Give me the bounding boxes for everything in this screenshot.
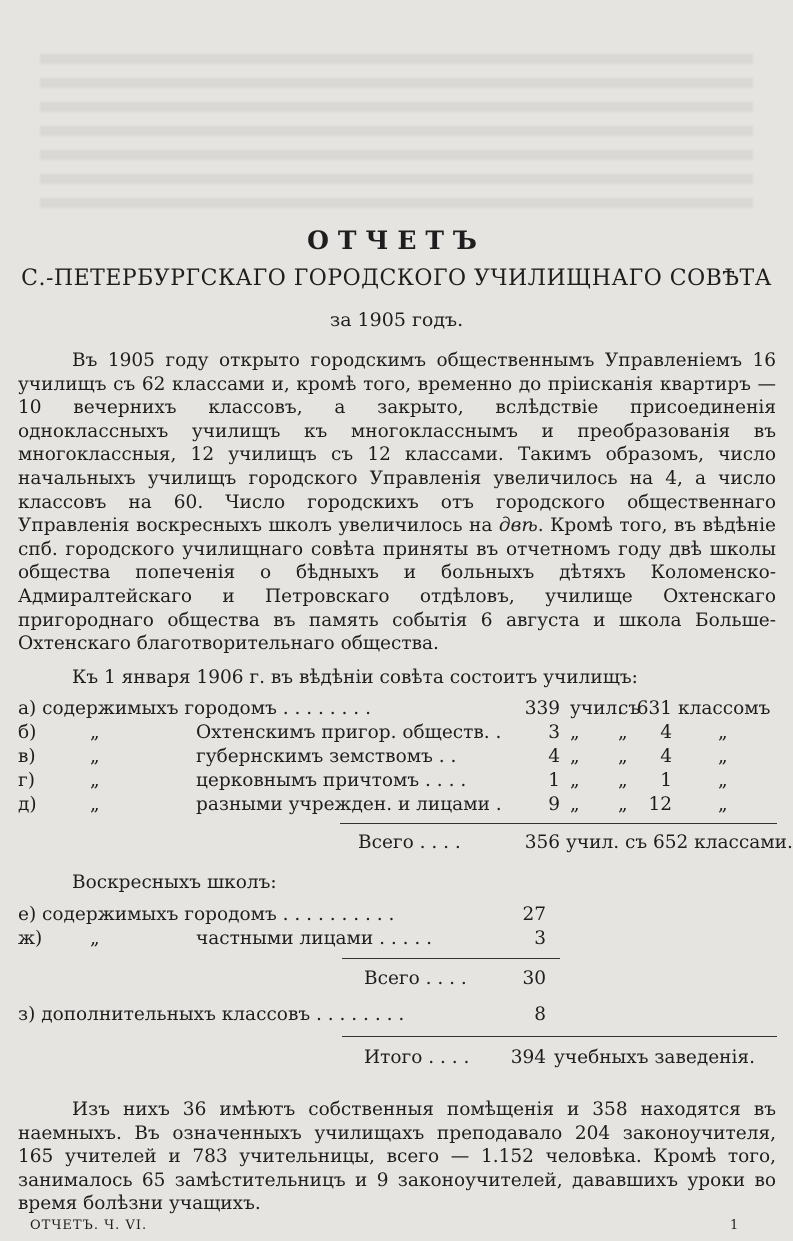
school-row-classes-unit: „ (718, 770, 728, 791)
school-row-desc: церковнымъ причтомъ . . . . (196, 770, 467, 791)
school-row-count: 3 (548, 722, 560, 743)
school-row-classes-unit: „ (718, 746, 728, 767)
school-row-classes: 4 (660, 746, 672, 767)
sunday-total-count: 30 (522, 968, 546, 989)
school-row-classes-unit: классомъ (678, 698, 771, 719)
page-number: 1 (730, 1218, 740, 1233)
school-row-unit-s: „ (618, 770, 628, 791)
document-page: ОТЧЕТЪ С.-ПЕТЕРБУРГСКАГО ГОРОДСКОГО УЧИЛИЩНАГО СОВѢТА за 1905 годъ. Въ 1905 году открыто городскимъ общественнымъ Управленіемъ 16 училищъ съ 62 классами и, кромѣ того, временно до пріисканія квартиръ — 10 вечернихъ классовъ, а закрыто, вслѣдствіе присоединенія одноклассныхъ училищъ къ многокласснымъ и преобразованія въ многоклассныя, 12 училищъ съ 12 классами. Такимъ образомъ, число начальныхъ училищъ городского Управленія увеличилось на 4, а число классовъ на 60. Число городскихъ отъ городского общественнаго Управленія воскресныхъ школъ увеличилось на двѣ. Кромѣ того, въ вѣдѣніе спб. городского училищнаго совѣта приняты въ отчетномъ году двѣ школы общества попеченія о бѣдныхъ и больныхъ дѣтяхъ Коломенско-Адмиралтейскаго и Петровскаго отдѣловъ, училище Охтенскаго пригороднаго общества въ память событія 6 августа и школа Больше-Охтенскаго благотворительнаго общества. Къ 1 января 1906 г. въ вѣдѣніи совѣта состоитъ училищъ: а) содержимыхъ городомъ . . . . . . . . 339 учил. съ 631 классомъ б) „ Охтенскимъ пригор. обществ. . 3 „ „ 4 „ в) „ губернскимъ земствомъ . . 4 „ „ 4 „ г) „ церковнымъ причтомъ . . . . 1 „ „ 1 „ д) „ разными учрежден. и лицами . 9 „ „ 12 „ Всего . . . . 356 учил. съ 652 классами. Воскресныхъ школъ: е) содержимыхъ городомъ . . . . . . . . . . 27 ж) „ частными лицами . . . . . 3 Всего . . . . 30 з) дополнительныхъ классовъ . . . . . . . . 8 Итого . . . . 394 учебныхъ заведенія. Изъ нихъ 36 имѣютъ собственныя помѣщенія и 358 находятся въ наемныхъ. Въ означенныхъ училищахъ преподавало 204 законоучителя, 165 учителей и 783 учительницы, всего — 1.152 человѣка. Кромѣ того, занималось 65 замѣстительницъ и 9 законоучителей, дававшихъ уроки во время болѣзни учащихъ. ОТЧЕТЪ. Ч. VI. 1 (0, 0, 793, 1241)
school-row-desc: губернскимъ земствомъ . . (196, 746, 457, 767)
sunday-row-desc: частными лицами . . . . . (196, 928, 433, 949)
sunday-row-count: 3 (534, 928, 546, 949)
grand-total-count: 394 (510, 1047, 546, 1068)
sunday-row-label: ж) (18, 928, 43, 949)
extra-row-count: 8 (534, 1004, 546, 1025)
school-row-unit-u: „ (570, 722, 580, 743)
school-row-unit-u: „ (570, 794, 580, 815)
school-row-unit-s: „ (618, 746, 628, 767)
school-row-label: в) (18, 746, 36, 767)
total-rule (340, 823, 777, 824)
school-row-ditto: „ (90, 794, 100, 815)
grand-total-text: учебныхъ заведенія. (554, 1047, 755, 1068)
grand-total-label: Итого . . . . (364, 1047, 470, 1068)
school-row-classes-unit: „ (718, 722, 728, 743)
school-row-label: б) (18, 722, 37, 743)
schools-total-label: Всего . . . . (358, 832, 461, 853)
school-row-label: д) (18, 794, 37, 815)
school-row-unit-u: учил. (570, 698, 624, 719)
school-row-ditto: „ (90, 746, 100, 767)
intro-paragraph-emphasis: двѣ (498, 515, 538, 537)
closing-paragraph: Изъ нихъ 36 имѣютъ собственныя помѣщенія и 358 находятся въ наемныхъ. Въ означенныхъ училищахъ преподавало 204 законоучителя, 165 учителей и 783 учительницы, всего — 1.152 человѣка. Кромѣ того, занималось 65 замѣстительницъ и 9 законоучителей, дававшихъ уроки во время болѣзни учащихъ. (18, 1099, 776, 1215)
total-rule (342, 958, 560, 959)
school-row-label: а) содержимыхъ городомъ . . . . . . . . (18, 698, 371, 719)
school-row-label: г) (18, 770, 35, 791)
school-row-unit-s: „ (618, 722, 628, 743)
school-row-classes-unit: „ (718, 794, 728, 815)
school-row-unit-s: съ (618, 698, 641, 719)
sunday-total-label: Всего . . . . (364, 968, 467, 989)
school-row-unit-u: „ (570, 746, 580, 767)
school-row-desc: разными учрежден. и лицами . (196, 794, 502, 815)
school-row-unit-s: „ (618, 794, 628, 815)
total-rule (342, 1036, 777, 1037)
school-row-classes: 4 (660, 722, 672, 743)
school-row-classes: 1 (660, 770, 672, 791)
report-title: ОТЧЕТЪ (307, 226, 486, 255)
running-footer: ОТЧЕТЪ. Ч. VI. (30, 1218, 148, 1233)
school-row-unit-u: „ (570, 770, 580, 791)
report-subtitle: С.-ПЕТЕРБУРГСКАГО ГОРОДСКОГО УЧИЛИЩНАГО СОВѢТА (21, 266, 772, 291)
intro-paragraph-text-a: Въ 1905 году открыто городскимъ общественнымъ Управленіемъ 16 училищъ съ 62 классами и, кромѣ того, временно до пріисканія квартиръ — 10 вечернихъ классовъ, а закрыто, вслѣдствіе присоединенія одноклассныхъ училищъ къ многокласснымъ и преобразованія въ многоклассныя, 12 училищъ съ 12 классами. Такимъ образомъ, число начальныхъ училищъ городского Управленія увеличилось на 4, а число классовъ на 60. Число городскихъ отъ городского общественнаго Управленія воскресныхъ школъ увеличилось на (18, 350, 776, 537)
sunday-row-ditto: „ (90, 928, 100, 949)
intro-paragraph-text-b: . Кромѣ того, въ вѣдѣніе спб. городского училищнаго совѣта приняты въ отчетномъ году двѣ школы общества попеченія о бѣдныхъ и больныхъ дѣтяхъ Коломенско-Адмиралтейскаго и Петровскаго отдѣловъ, училище Охтенскаго пригороднаго общества въ память событія 6 августа и школа Больше-Охтенскаго благотворительнаго общества. (18, 515, 776, 655)
sunday-row-count: 27 (522, 904, 546, 925)
school-row-count: 4 (548, 746, 560, 767)
school-row-count: 1 (548, 770, 560, 791)
sunday-row-label: е) содержимыхъ городомъ . . . . . . . . . . (18, 904, 395, 925)
intro-paragraph (18, 349, 776, 656)
schools-total-count: 356 (524, 832, 560, 853)
school-row-ditto: „ (90, 770, 100, 791)
school-row-count: 9 (548, 794, 560, 815)
school-row-desc: Охтенскимъ пригор. обществ. . (196, 722, 502, 743)
extra-row-label: з) дополнительныхъ классовъ . . . . . . . . (18, 1004, 405, 1025)
school-row-count: 339 (524, 698, 560, 719)
school-row-classes: 631 (636, 698, 672, 719)
school-row-classes: 12 (648, 794, 672, 815)
school-row-ditto: „ (90, 722, 100, 743)
schools-total-text: учил. съ 652 классами. (566, 832, 793, 853)
report-year: за 1905 годъ. (329, 309, 464, 331)
bleed-through-text (40, 40, 753, 210)
